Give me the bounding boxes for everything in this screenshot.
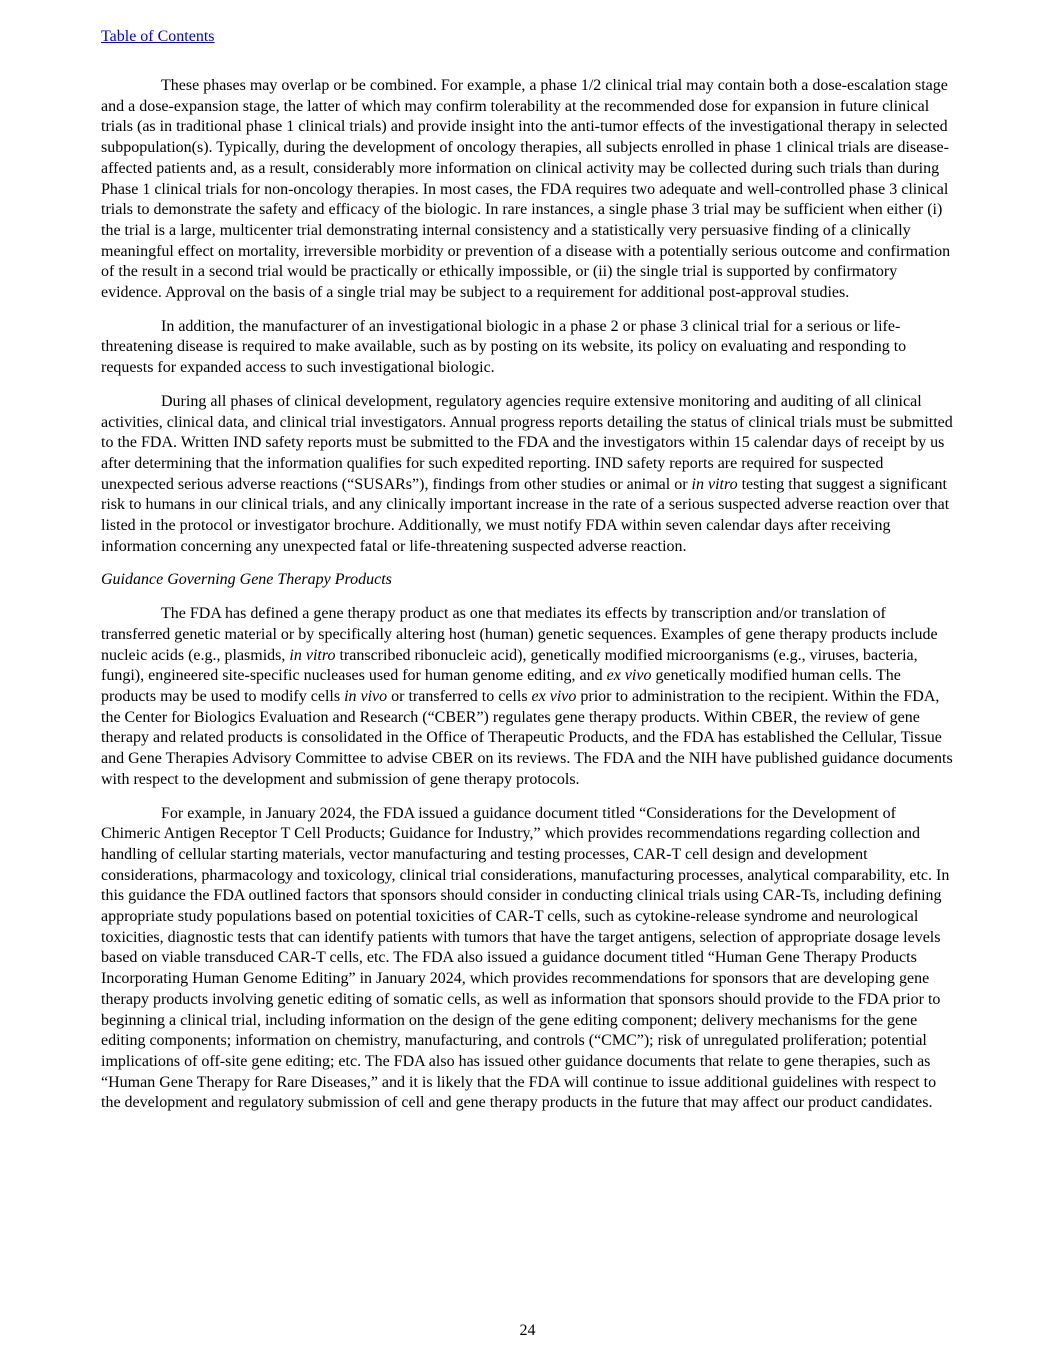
italic-term: in vitro xyxy=(691,475,738,493)
paragraph-gene-therapy-definition xyxy=(101,604,953,790)
text-span: prior to administration to the recipient. Within the FDA, the Center for Biologics Evaluation and Research (“CBER”) regulates gene therapy products. Within CBER, the review of gene therapy and related products is consolidated in the Office of Therapeutic Products, and the FDA has established the Cellular, Tissue and Gene Therapies Advisory Committee to advise CBER on its reviews. The FDA and the NIH have published guidance documents with respect to the development and submission of gene therapy protocols. xyxy=(101,687,953,788)
text-span: The FDA has defined a gene therapy product as one that mediates its effects by transcription and/or translation of transferred genetic material or by specifically altering host (human) genetic sequences. Examples of gene therapy products include nucleic acids (e.g., plasmids, xyxy=(101,605,938,664)
italic-term: ex vivo xyxy=(606,667,652,685)
paragraph-expanded-access: In addition, the manufacturer of an investigational biologic in a phase 2 or phase 3 clinical trial for a serious or life-threatening disease is required to make available, such as by posting on its website, its policy on evaluating and responding to requests for expanded access to such investigational biologic. xyxy=(101,317,907,377)
document-body xyxy=(101,76,953,1127)
text-span: transcribed ribonucleic acid), genetically modified microorganisms (e.g., viruses, bacteria, fungi), engineered site-specific nucleases used for human genome editing, and xyxy=(101,646,918,685)
paragraph-fda-guidance-examples: For example, in January 2024, the FDA issued a guidance document titled “Considerations for the Development of Chimeric Antigen Receptor T Cell Products; Guidance for Industry,” which provides recommendations regarding collection and handling of cellular starting materials, vector manufacturing and testing processes, CAR-T cell design and development considerations, pharmacology and toxicology, clinical trial considerations, manufacturing processes, analytical comparability, etc. In this guidance the FDA outlined factors that sponsors should consider in conducting clinical trials using CAR-Ts, including defining appropriate study populations based on potential toxicities of CAR-T cells, such as cytokine-release syndrome and neurological toxicities, diagnostic tests that can identify patients with tumors that have the target antigens, selection of appropriate dosage levels based on viable transduced CAR-T cells, etc. The FDA also issued a guidance document titled “Human Gene Therapy Products Incorporating Human Genome Editing” in January 2024, which provides recommendations for sponsors that are developing gene therapy products involving genetic editing of somatic cells, as well as information that sponsors should provide to the FDA prior to beginning a clinical trial, including information on the design of the gene editing component; delivery mechanisms for the gene editing components; information on chemistry, manufacturing, and controls (“CMC”); risk of unregulated proliferation; potential implications of off-site gene editing; etc. The FDA also has issued other guidance documents that relate to gene therapies, such as “Human Gene Therapy for Rare Diseases,” and it is likely that the FDA will continue to issue additional guidelines with respect to the development and regulatory submission of cell and gene therapy products in the future that may affect our product candidates. xyxy=(101,804,950,1112)
paragraph-monitoring-and-reporting xyxy=(101,392,953,558)
italic-term: in vivo xyxy=(344,687,388,705)
italic-term: in vitro xyxy=(289,646,336,664)
text-span: or transferred to cells xyxy=(387,687,532,705)
section-heading-gene-therapy-guidance: Guidance Governing Gene Therapy Products xyxy=(101,571,392,589)
paragraph-clinical-trial-phases: These phases may overlap or be combined. For example, a phase 1/2 clinical trial may contain both a dose-escalation stage and a dose-expansion stage, the latter of which may confirm tolerability at the recommended dose for expansion in future clinical trials (as in traditional phase 1 clinical trials) and provide insight into the anti-tumor effects of the investigational therapy in selected subpopulation(s). Typically, during the development of oncology therapies, all subjects enrolled in phase 1 clinical trials are disease-affected patients and, as a result, considerably more information on clinical activity may be collected during such trials than during Phase 1 clinical trials for non-oncology therapies. In most cases, the FDA requires two adequate and well-controlled phase 3 clinical trials to demonstrate the safety and efficacy of the biologic. In rare instances, a single phase 3 trial may be sufficient when either (i) the trial is a large, multicenter trial demonstrating internal consistency and a statistically very persuasive finding of a clinically meaningful effect on mortality, irreversible morbidity or prevention of a disease with a potentially serious outcome and confirmation of the result in a second trial would be practically or ethically impossible, or (ii) the single trial is supported by confirmatory evidence. Approval on the basis of a single trial may be subject to a requirement for additional post-approval studies. xyxy=(101,77,951,302)
text-span: genetically modified human cells. The products may be used to modify cells xyxy=(101,667,901,705)
page-number: 24 xyxy=(519,1322,536,1339)
text-span: testing that suggest a significant risk to humans in our clinical trials, and any clinically important increase in the rate of a serious suspected adverse reaction over that listed in the protocol or investigator brochure. Additionally, we must notify FDA within seven calendar days after receiving information concerning any unexpected fatal or life-threatening suspected adverse reaction. xyxy=(101,475,950,555)
table-of-contents-link[interactable]: Table of Contents xyxy=(101,28,215,45)
text-span: During all phases of clinical development, regulatory agencies require extensive monitoring and auditing of all clinical activities, clinical data, and clinical trial investigators. Annual progress reports detailing the status of clinical trials must be submitted to the FDA. Written IND safety reports must be submitted to the FDA and the investigators within 15 calendar days of receipt by us after determining that the information qualifies for such expedited reporting. IND safety reports are required for suspected unexpected serious adverse reactions (“SUSARs”), findings from other studies or animal or xyxy=(101,392,953,493)
italic-term: ex vivo xyxy=(531,687,577,705)
